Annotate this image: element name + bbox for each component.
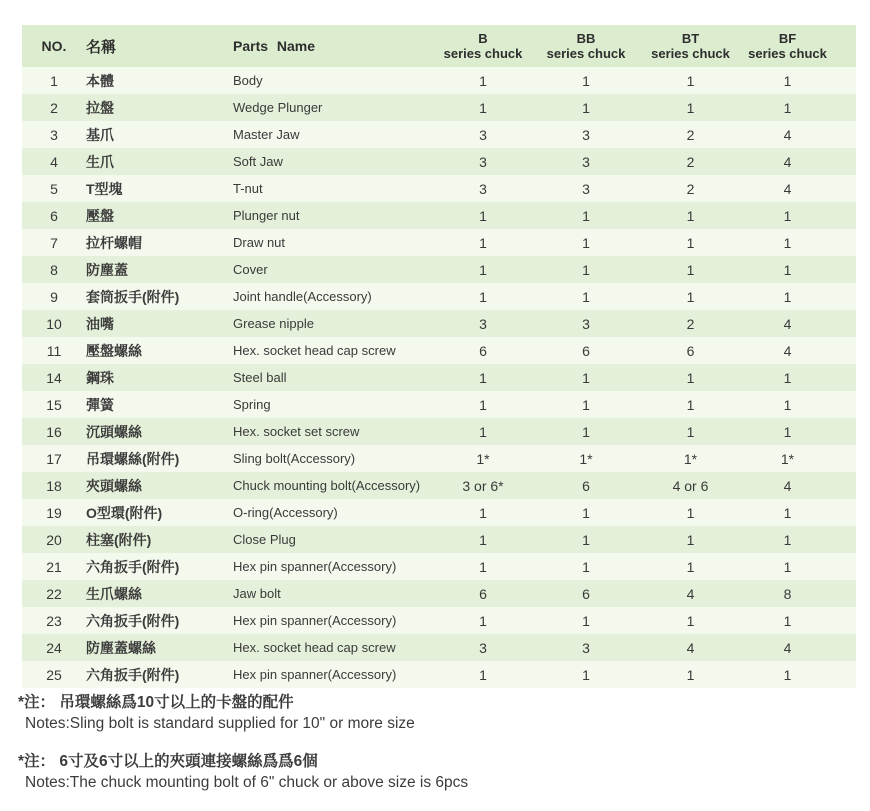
cell-no: 23 bbox=[22, 607, 86, 634]
cell-qty-bf: 8 bbox=[743, 580, 856, 607]
cell-qty-b: 1 bbox=[432, 229, 534, 256]
table-row bbox=[22, 607, 856, 634]
cell-qty-b: 1 bbox=[432, 499, 534, 526]
cell-qty-b: 3 bbox=[432, 148, 534, 175]
parts-table bbox=[22, 25, 856, 688]
cell-parts-name: Hex pin spanner(Accessory) bbox=[231, 553, 432, 580]
table-row bbox=[22, 202, 856, 229]
header-bf-series-code: BF bbox=[778, 31, 797, 46]
header-bb-series-code: BB bbox=[576, 31, 596, 46]
cell-no: 20 bbox=[22, 526, 86, 553]
cell-name-zh: 壓盤 bbox=[86, 202, 231, 229]
cell-qty-bf: 4 bbox=[743, 472, 856, 499]
cell-qty-bt: 1 bbox=[638, 283, 743, 310]
table-row bbox=[22, 499, 856, 526]
cell-name-zh: O型環(附件) bbox=[86, 499, 231, 526]
cell-parts-name: Chuck mounting bolt(Accessory) bbox=[231, 472, 432, 499]
table-header-row bbox=[22, 25, 856, 67]
cell-name-zh: 生爪螺絲 bbox=[86, 580, 231, 607]
cell-no: 17 bbox=[22, 445, 86, 472]
cell-qty-bf: 4 bbox=[743, 148, 856, 175]
cell-qty-bt: 1 bbox=[638, 94, 743, 121]
cell-qty-bt: 1 bbox=[638, 202, 743, 229]
cell-parts-name: Hex pin spanner(Accessory) bbox=[231, 661, 432, 688]
cell-qty-bf: 1 bbox=[743, 607, 856, 634]
cell-parts-name: Joint handle(Accessory) bbox=[231, 283, 432, 310]
cell-qty-bb: 3 bbox=[534, 148, 638, 175]
header-b-series-chuck bbox=[432, 25, 534, 67]
cell-qty-bb: 3 bbox=[534, 175, 638, 202]
cell-qty-bf: 1 bbox=[743, 202, 856, 229]
cell-qty-bb: 1 bbox=[534, 202, 638, 229]
cell-qty-bt: 1 bbox=[638, 526, 743, 553]
cell-qty-bt: 1 bbox=[638, 418, 743, 445]
cell-parts-name: Hex. socket set screw bbox=[231, 418, 432, 445]
table-row bbox=[22, 337, 856, 364]
cell-name-zh: 拉盤 bbox=[86, 94, 231, 121]
cell-qty-b: 3 bbox=[432, 634, 534, 661]
cell-parts-name: Soft Jaw bbox=[231, 148, 432, 175]
cell-no: 15 bbox=[22, 391, 86, 418]
cell-qty-bb: 1 bbox=[534, 229, 638, 256]
cell-name-zh: 生爪 bbox=[86, 148, 231, 175]
cell-qty-b: 1 bbox=[432, 67, 534, 94]
cell-qty-bf: 1 bbox=[743, 391, 856, 418]
cell-qty-bf: 4 bbox=[743, 175, 856, 202]
cell-qty-b: 6 bbox=[432, 580, 534, 607]
cell-qty-b: 1* bbox=[432, 445, 534, 472]
note-sling-bolt-zh: *注： 吊環螺絲爲10寸以上的卡盤的配件 bbox=[18, 694, 294, 711]
table-row bbox=[22, 148, 856, 175]
cell-qty-b: 6 bbox=[432, 337, 534, 364]
table-row bbox=[22, 661, 856, 688]
cell-name-zh: 沉頭螺絲 bbox=[86, 418, 231, 445]
cell-qty-bb: 1 bbox=[534, 67, 638, 94]
cell-qty-bb: 1 bbox=[534, 661, 638, 688]
header-b-series-sub: series chuck bbox=[443, 46, 523, 61]
cell-name-zh: 防塵蓋 bbox=[86, 256, 231, 283]
cell-no: 16 bbox=[22, 418, 86, 445]
cell-qty-bb: 6 bbox=[534, 580, 638, 607]
cell-qty-bt: 2 bbox=[638, 175, 743, 202]
cell-name-zh: 六角扳手(附件) bbox=[86, 607, 231, 634]
cell-no: 4 bbox=[22, 148, 86, 175]
cell-name-zh: T型塊 bbox=[86, 175, 231, 202]
cell-no: 25 bbox=[22, 661, 86, 688]
cell-name-zh: 六角扳手(附件) bbox=[86, 553, 231, 580]
cell-parts-name: Steel ball bbox=[231, 364, 432, 391]
cell-parts-name: Plunger nut bbox=[231, 202, 432, 229]
table-row bbox=[22, 445, 856, 472]
cell-no: 18 bbox=[22, 472, 86, 499]
cell-name-zh: 吊環螺絲(附件) bbox=[86, 445, 231, 472]
table-row bbox=[22, 634, 856, 661]
table-row bbox=[22, 67, 856, 94]
cell-parts-name: Hex. socket head cap screw bbox=[231, 634, 432, 661]
cell-parts-name: Wedge Plunger bbox=[231, 94, 432, 121]
parts-table-body bbox=[22, 67, 856, 688]
cell-qty-bb: 1 bbox=[534, 391, 638, 418]
table-row bbox=[22, 526, 856, 553]
table-row bbox=[22, 121, 856, 148]
cell-parts-name: T-nut bbox=[231, 175, 432, 202]
cell-qty-bb: 3 bbox=[534, 121, 638, 148]
cell-qty-bb: 6 bbox=[534, 337, 638, 364]
cell-qty-b: 1 bbox=[432, 202, 534, 229]
header-no: NO. bbox=[22, 25, 86, 67]
cell-no: 8 bbox=[22, 256, 86, 283]
cell-no: 7 bbox=[22, 229, 86, 256]
cell-qty-b: 1 bbox=[432, 418, 534, 445]
header-name-zh: 名稱 bbox=[86, 25, 231, 67]
cell-qty-b: 1 bbox=[432, 256, 534, 283]
cell-qty-b: 1 bbox=[432, 526, 534, 553]
table-row bbox=[22, 283, 856, 310]
cell-qty-bb: 1 bbox=[534, 94, 638, 121]
cell-no: 10 bbox=[22, 310, 86, 337]
cell-name-zh: 防塵蓋螺絲 bbox=[86, 634, 231, 661]
cell-name-zh: 柱塞(附件) bbox=[86, 526, 231, 553]
cell-qty-bb: 3 bbox=[534, 634, 638, 661]
cell-qty-bb: 6 bbox=[534, 472, 638, 499]
cell-no: 3 bbox=[22, 121, 86, 148]
cell-qty-b: 1 bbox=[432, 364, 534, 391]
cell-no: 1 bbox=[22, 67, 86, 94]
header-b-series-code: B bbox=[478, 31, 488, 46]
cell-qty-bf: 1 bbox=[743, 256, 856, 283]
cell-qty-b: 1 bbox=[432, 553, 534, 580]
table-row bbox=[22, 310, 856, 337]
cell-parts-name: Master Jaw bbox=[231, 121, 432, 148]
cell-qty-bb: 1 bbox=[534, 364, 638, 391]
cell-qty-bt: 4 bbox=[638, 634, 743, 661]
cell-qty-bb: 1 bbox=[534, 553, 638, 580]
table-row bbox=[22, 256, 856, 283]
table-row bbox=[22, 94, 856, 121]
cell-name-zh: 油嘴 bbox=[86, 310, 231, 337]
cell-name-zh: 夾頭螺絲 bbox=[86, 472, 231, 499]
note-chuck-mounting-bolt bbox=[18, 751, 468, 793]
cell-qty-bt: 1 bbox=[638, 553, 743, 580]
cell-qty-b: 3 bbox=[432, 310, 534, 337]
cell-no: 24 bbox=[22, 634, 86, 661]
cell-qty-bf: 1* bbox=[743, 445, 856, 472]
header-bt-series-chuck bbox=[638, 25, 743, 67]
cell-no: 19 bbox=[22, 499, 86, 526]
cell-qty-bt: 1 bbox=[638, 391, 743, 418]
cell-qty-bf: 4 bbox=[743, 337, 856, 364]
cell-qty-b: 1 bbox=[432, 94, 534, 121]
cell-qty-bt: 1 bbox=[638, 229, 743, 256]
table-row bbox=[22, 229, 856, 256]
cell-qty-b: 1 bbox=[432, 607, 534, 634]
cell-qty-bf: 1 bbox=[743, 67, 856, 94]
cell-qty-bt: 2 bbox=[638, 148, 743, 175]
cell-parts-name: Spring bbox=[231, 391, 432, 418]
cell-qty-b: 1 bbox=[432, 661, 534, 688]
cell-no: 6 bbox=[22, 202, 86, 229]
header-bb-series-sub: series chuck bbox=[546, 46, 626, 61]
cell-qty-bb: 1 bbox=[534, 256, 638, 283]
cell-no: 11 bbox=[22, 337, 86, 364]
cell-qty-bt: 6 bbox=[638, 337, 743, 364]
cell-no: 9 bbox=[22, 283, 86, 310]
header-bf-series-sub: series chuck bbox=[748, 46, 827, 61]
header-bt-series-code: BT bbox=[681, 31, 700, 46]
cell-qty-bb: 1 bbox=[534, 418, 638, 445]
header-parts-name: Parts Name bbox=[231, 25, 432, 67]
cell-qty-b: 1 bbox=[432, 283, 534, 310]
cell-qty-bt: 1 bbox=[638, 661, 743, 688]
header-bb-series-chuck bbox=[534, 25, 638, 67]
table-row bbox=[22, 391, 856, 418]
cell-qty-bt: 4 or 6 bbox=[638, 472, 743, 499]
cell-qty-bt: 1 bbox=[638, 67, 743, 94]
cell-name-zh: 基爪 bbox=[86, 121, 231, 148]
header-bt-series-sub: series chuck bbox=[651, 46, 730, 61]
table-row bbox=[22, 472, 856, 499]
cell-qty-bf: 1 bbox=[743, 418, 856, 445]
cell-qty-bf: 1 bbox=[743, 94, 856, 121]
cell-qty-b: 3 bbox=[432, 175, 534, 202]
cell-qty-bb: 3 bbox=[534, 310, 638, 337]
cell-qty-bf: 1 bbox=[743, 661, 856, 688]
cell-qty-bb: 1 bbox=[534, 526, 638, 553]
cell-qty-bf: 1 bbox=[743, 526, 856, 553]
cell-name-zh: 本體 bbox=[86, 67, 231, 94]
cell-qty-bt: 1 bbox=[638, 499, 743, 526]
cell-parts-name: Hex. socket head cap screw bbox=[231, 337, 432, 364]
cell-qty-bb: 1 bbox=[534, 607, 638, 634]
cell-qty-b: 3 bbox=[432, 121, 534, 148]
cell-no: 14 bbox=[22, 364, 86, 391]
header-bf-series-chuck bbox=[743, 25, 856, 67]
cell-name-zh: 壓盤螺絲 bbox=[86, 337, 231, 364]
note-sling-bolt bbox=[18, 692, 468, 734]
cell-parts-name: Close Plug bbox=[231, 526, 432, 553]
table-row bbox=[22, 364, 856, 391]
table-row bbox=[22, 175, 856, 202]
table-row bbox=[22, 553, 856, 580]
table-row bbox=[22, 418, 856, 445]
cell-no: 21 bbox=[22, 553, 86, 580]
cell-no: 22 bbox=[22, 580, 86, 607]
cell-qty-bt: 2 bbox=[638, 310, 743, 337]
cell-parts-name: O-ring(Accessory) bbox=[231, 499, 432, 526]
cell-name-zh: 套筒扳手(附件) bbox=[86, 283, 231, 310]
note-chuck-mounting-bolt-en: Notes:The chuck mounting bolt of 6" chuck or above size is 6pcs bbox=[25, 774, 469, 791]
cell-parts-name: Grease nipple bbox=[231, 310, 432, 337]
cell-qty-bt: 1 bbox=[638, 364, 743, 391]
cell-qty-bf: 4 bbox=[743, 310, 856, 337]
cell-qty-bt: 1 bbox=[638, 256, 743, 283]
cell-qty-bt: 1* bbox=[638, 445, 743, 472]
footnotes bbox=[18, 692, 468, 810]
cell-name-zh: 六角扳手(附件) bbox=[86, 661, 231, 688]
cell-no: 5 bbox=[22, 175, 86, 202]
cell-qty-bb: 1 bbox=[534, 283, 638, 310]
note-sling-bolt-en: Notes:Sling bolt is standard supplied for 10" or more size bbox=[25, 715, 415, 732]
cell-name-zh: 拉杆螺帽 bbox=[86, 229, 231, 256]
cell-qty-bt: 4 bbox=[638, 580, 743, 607]
cell-parts-name: Draw nut bbox=[231, 229, 432, 256]
cell-name-zh: 彈簧 bbox=[86, 391, 231, 418]
cell-qty-bf: 1 bbox=[743, 553, 856, 580]
cell-parts-name: Jaw bolt bbox=[231, 580, 432, 607]
cell-qty-bb: 1 bbox=[534, 499, 638, 526]
cell-parts-name: Body bbox=[231, 67, 432, 94]
table-row bbox=[22, 580, 856, 607]
cell-qty-bt: 1 bbox=[638, 607, 743, 634]
cell-qty-b: 3 or 6* bbox=[432, 472, 534, 499]
cell-qty-bf: 1 bbox=[743, 499, 856, 526]
cell-no: 2 bbox=[22, 94, 86, 121]
cell-parts-name: Sling bolt(Accessory) bbox=[231, 445, 432, 472]
note-chuck-mounting-bolt-zh: *注： 6寸及6寸以上的夾頭連接螺絲爲爲6個 bbox=[18, 753, 318, 770]
cell-qty-bf: 1 bbox=[743, 229, 856, 256]
cell-qty-bf: 1 bbox=[743, 283, 856, 310]
cell-name-zh: 鋼珠 bbox=[86, 364, 231, 391]
cell-parts-name: Hex pin spanner(Accessory) bbox=[231, 607, 432, 634]
cell-qty-bf: 4 bbox=[743, 634, 856, 661]
cell-qty-bf: 4 bbox=[743, 121, 856, 148]
cell-qty-bf: 1 bbox=[743, 364, 856, 391]
cell-qty-bb: 1* bbox=[534, 445, 638, 472]
cell-parts-name: Cover bbox=[231, 256, 432, 283]
cell-qty-bt: 2 bbox=[638, 121, 743, 148]
cell-qty-b: 1 bbox=[432, 391, 534, 418]
